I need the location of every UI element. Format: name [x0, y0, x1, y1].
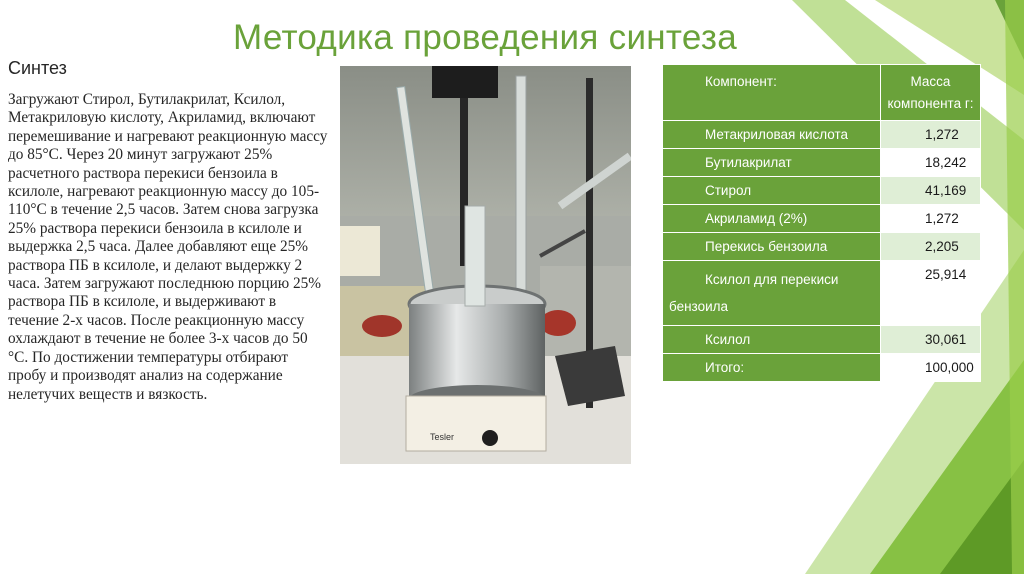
component-name: Ксилол	[705, 332, 751, 347]
table-row	[663, 261, 981, 326]
component-mass: 25,914	[925, 267, 967, 282]
page-title: Методика проведения синтеза	[233, 18, 737, 57]
component-mass: 1,272	[925, 127, 959, 142]
table-row	[663, 205, 981, 233]
table-total-row	[663, 354, 981, 382]
component-name: Ксилол для перекиси бензоила	[669, 272, 839, 314]
header-mass: Масса компонента г:	[887, 74, 974, 111]
component-mass: 18,242	[925, 155, 967, 170]
hotplate-brand: Tesler	[430, 432, 455, 442]
total-mass: 100,000	[925, 360, 974, 375]
component-mass: 1,272	[925, 211, 959, 226]
component-mass: 41,169	[925, 183, 967, 198]
lab-setup-photo	[340, 66, 631, 464]
total-label: Итого:	[705, 360, 745, 375]
component-name: Метакриловая кислота	[705, 127, 849, 142]
procedure-paragraph: Загружают Стирол, Бутилакрилат, Ксилол, Метакриловую кислоту, Акриламид, включают перемешивание и нагревают реакционную массу до 85°С. Через 20 минут загружают 25% расчетного раствора перекиси бензоила в ксилоле, нагревают реакционную массу до 105-110°С в течение 2,5 часов. Затем снова загрузка 25% раствора перекиси бензоила в ксилоле и выдержка 2,5 часа. Далее добавляют еще 25% раствора ПБ в ксилоле, и делают выдержку 2 часа. Затем загружают последнюю порцию 25% раствора ПБ в ксилоле, и выдерживают в течение 2-х часов. После реакционную массу охлаждают в течение не более 3-х часов до 50 °С. По достижении температуры отбирают пробу и производят анализ на содержание нелетучих веществ и вязкость.	[8, 91, 328, 403]
component-mass: 2,205	[925, 239, 959, 254]
component-mass: 30,061	[925, 332, 967, 347]
component-name: Бутилакрилат	[705, 155, 792, 170]
table-header-row	[663, 65, 981, 121]
table-row	[663, 149, 981, 177]
table-row	[663, 177, 981, 205]
component-name: Стирол	[705, 183, 752, 198]
table-row	[663, 326, 981, 354]
header-component: Компонент:	[705, 74, 777, 89]
component-name: Перекись бензоила	[705, 239, 828, 254]
components-table	[662, 64, 981, 382]
table-row	[663, 233, 981, 261]
table-row	[663, 121, 981, 149]
section-subtitle: Синтез	[8, 58, 67, 78]
component-name: Акриламид (2%)	[705, 211, 808, 226]
